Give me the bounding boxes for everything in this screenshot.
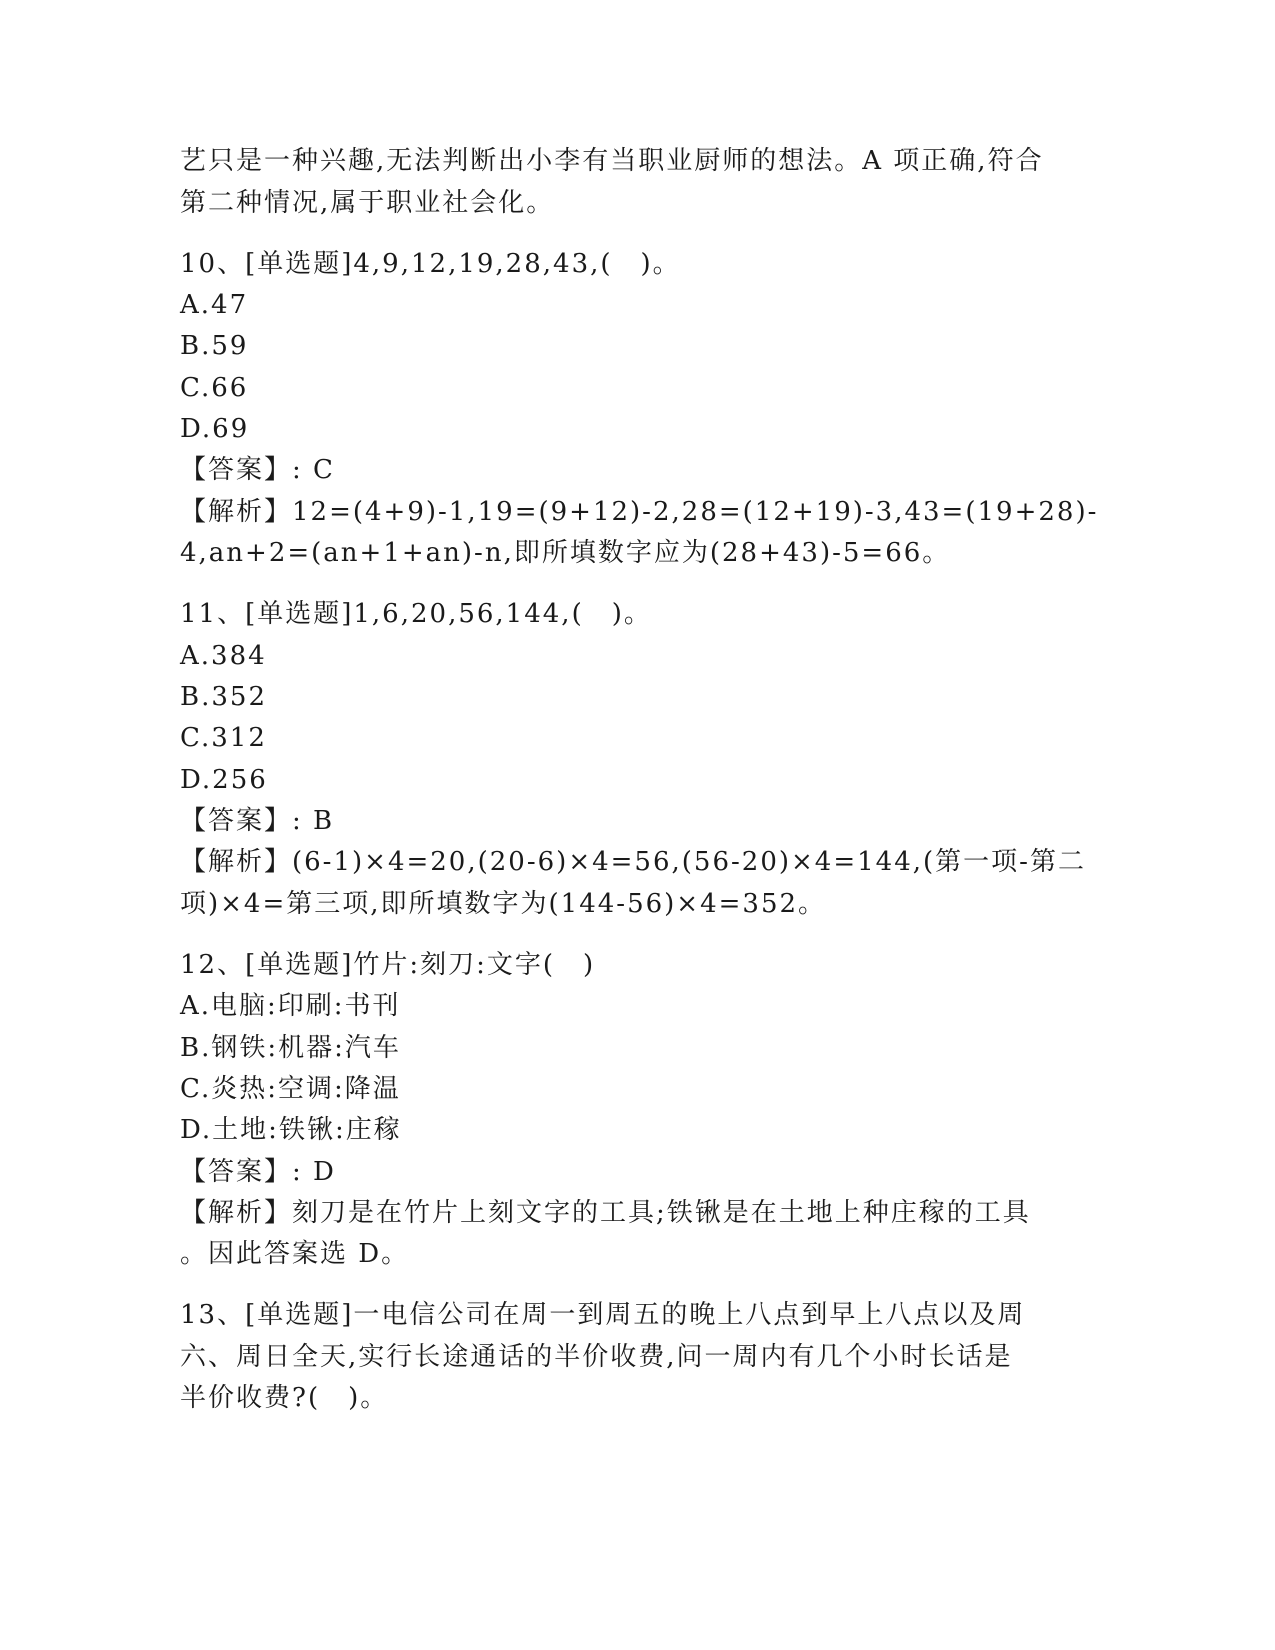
q10-answer: 【答案】: C [180, 455, 335, 485]
q12-question: 12、[单选题]竹片:刻刀:文字( ) [180, 950, 596, 980]
q10-question: 10、[单选题]4,9,12,19,28,43,( )。 [180, 249, 681, 279]
q10-analysis-line-1: 【解析】12=(4+9)-1,19=(9+12)-2,28=(12+19)-3,43=(19+28)- [180, 497, 1099, 527]
q10-option-c: C.66 [180, 373, 249, 403]
q11-analysis-line-2: 项)×4=第三项,即所填数字为(144-56)×4=352。 [180, 889, 827, 919]
q12-option-a: A.电脑:印刷:书刊 [180, 991, 401, 1021]
q13-question-line-3: 半价收费?( )。 [180, 1383, 389, 1413]
q10-option-a: A.47 [180, 290, 249, 320]
q11-option-d: D.256 [180, 765, 268, 795]
intro-line-2: 第二种情况,属于职业社会化。 [180, 188, 555, 218]
q11-option-b: B.352 [180, 682, 267, 712]
q10-option-b: B.59 [180, 331, 249, 361]
q11-option-c: C.312 [180, 723, 267, 753]
q13-question-line-2: 六、周日全天,实行长途通话的半价收费,问一周内有几个小时长话是 [180, 1342, 1013, 1372]
intro-line-1: 艺只是一种兴趣,无法判断出小李有当职业厨师的想法。A 项正确,符合 [180, 146, 1044, 176]
q11-answer: 【答案】: B [180, 806, 335, 836]
q11-option-a: A.384 [180, 641, 267, 671]
q12-analysis-line-1: 【解析】刻刀是在竹片上刻文字的工具;铁锹是在土地上种庄稼的工具 [180, 1198, 1031, 1228]
q13-question-line-1: 13、[单选题]一电信公司在周一到周五的晚上八点到早上八点以及周 [180, 1300, 1026, 1330]
q12-option-c: C.炎热:空调:降温 [180, 1074, 401, 1104]
q11-question: 11、[单选题]1,6,20,56,144,( )。 [180, 599, 652, 629]
q10-analysis-line-2: 4,an+2=(an+1+an)-n,即所填数字应为(28+43)-5=66。 [180, 538, 951, 568]
q12-option-d: D.土地:铁锹:庄稼 [180, 1115, 402, 1145]
q12-answer: 【答案】: D [180, 1157, 336, 1187]
q12-option-b: B.钢铁:机器:汽车 [180, 1033, 401, 1063]
q12-analysis-line-2: 。因此答案选 D。 [180, 1239, 410, 1269]
q11-analysis-line-1: 【解析】(6-1)×4=20,(20-6)×4=56,(56-20)×4=144,(第一项-第二 [180, 847, 1086, 877]
q10-option-d: D.69 [180, 414, 250, 444]
